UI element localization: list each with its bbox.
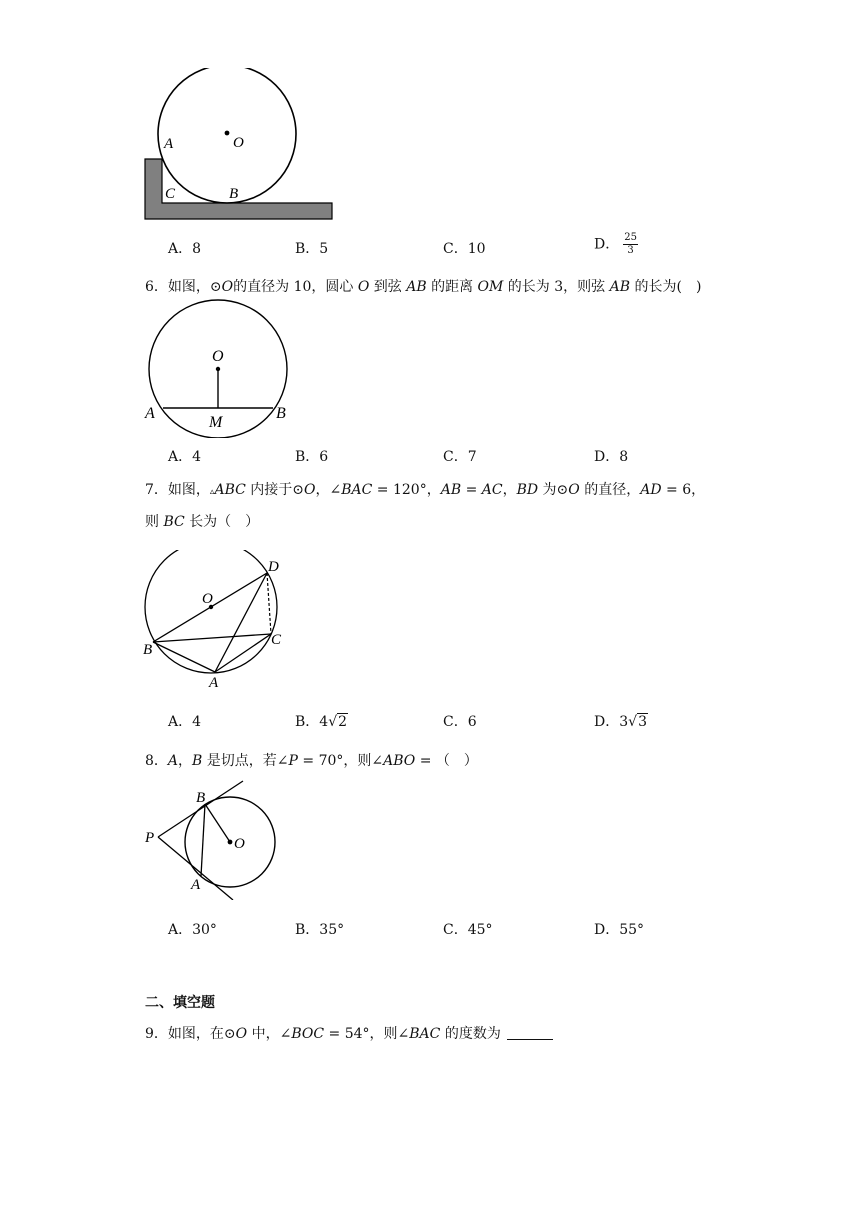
q5-label-C: C [165, 186, 176, 202]
q7-option-a[interactable]: A．4 [168, 714, 202, 730]
q7-segment-AC [215, 634, 271, 672]
q8-stem [145, 750, 478, 770]
q5-option-d-fraction [623, 232, 638, 257]
q7-text: 内接于⊙ [245, 482, 305, 498]
q8-var: ABO [383, 753, 416, 769]
q9-text: 的度数为 [440, 1026, 501, 1042]
q8-figure [140, 775, 290, 900]
q8-text: 8． [145, 753, 168, 769]
q6-label-O: O [212, 348, 224, 365]
q5-label-A: A [164, 136, 174, 152]
q8-var: P [288, 753, 298, 769]
q9-stem [145, 1023, 553, 1043]
q7-option-d-sqrt: √3 [628, 714, 647, 730]
q8-option-b[interactable]: B．35° [295, 922, 345, 938]
q7-label-B: B [143, 642, 153, 658]
q7-text: ，∠ [315, 482, 342, 498]
q8-label-B: B [196, 790, 206, 806]
q7-option-d-radicand: 3 [638, 714, 647, 730]
q9-var: BOC [291, 1026, 325, 1042]
q6-option-c[interactable]: C．7 [443, 449, 477, 465]
q7-stem-line2 [145, 511, 259, 531]
q9-var: O [235, 1026, 248, 1042]
q6-text: 到弦 [369, 279, 407, 295]
q7-option-d-coefficient: 3 [619, 714, 629, 730]
q7-text: = 120°， [372, 482, 441, 498]
q7-label-D: D [268, 559, 279, 575]
q6-text: 6．如图，⊙ [145, 279, 222, 295]
q8-option-c[interactable]: C．45° [443, 922, 493, 938]
q7-segment-BC [153, 634, 271, 642]
q8-label-A: A [191, 877, 201, 893]
q8-label-O: O [234, 836, 245, 852]
q7-var: AB [440, 482, 462, 498]
q5-label-B: B [229, 186, 239, 202]
q7-option-d[interactable] [594, 711, 648, 731]
q9-text: = 54°，则∠ [324, 1026, 410, 1042]
q7-segment-AD [215, 573, 267, 672]
q7-option-c[interactable]: C．6 [443, 714, 477, 730]
q6-var: O [357, 279, 370, 295]
q7-option-b-sqrt: √2 [328, 714, 348, 730]
q7-triangle-symbol: ▵ [209, 487, 215, 497]
q7-option-b-radicand: 2 [338, 714, 348, 730]
q6-label-M: M [209, 414, 223, 431]
q7-var: O [568, 482, 580, 498]
q7-label-O: O [202, 591, 213, 607]
q7-text: 则 [145, 514, 164, 530]
q8-var: A [167, 753, 179, 769]
q7-var: O [304, 482, 316, 498]
q6-var: AB [406, 279, 427, 295]
q7-text: 的直径， [579, 482, 641, 498]
q7-circle [145, 550, 277, 673]
q7-dashed-DC [267, 573, 271, 634]
q5-option-d[interactable] [594, 232, 638, 257]
q5-option-d-denominator: 3 [627, 245, 634, 256]
q8-center-dot [228, 840, 233, 845]
q7-label-A: A [209, 675, 219, 691]
q7-text: = [461, 482, 482, 498]
q5-option-b[interactable]: B．5 [295, 241, 329, 257]
q8-text: 是切点，若∠ [202, 753, 289, 769]
q7-figure [138, 550, 290, 692]
q8-text: = （ ） [415, 753, 478, 769]
q9-text: 9．如图，在⊙ [145, 1026, 236, 1042]
q6-text: 的距离 [426, 279, 478, 295]
q7-text: 长为（ ） [184, 514, 260, 530]
q6-option-b[interactable]: B．6 [295, 449, 329, 465]
q7-stem-line1 [145, 479, 705, 499]
q8-label-P: P [145, 830, 155, 846]
q7-label-C: C [271, 632, 282, 648]
q7-var: ABC [214, 482, 246, 498]
q6-center-dot [216, 367, 220, 371]
q7-var: BD [516, 482, 539, 498]
q8-text: ， [178, 753, 193, 769]
q6-option-a[interactable]: A．4 [168, 449, 202, 465]
q6-option-d[interactable]: D．8 [594, 449, 629, 465]
q7-text: 为⊙ [538, 482, 569, 498]
q7-text: 7．如图， [145, 482, 210, 498]
q5-figure [140, 68, 340, 228]
q8-option-a[interactable]: A．30° [168, 922, 217, 938]
q6-stem [145, 276, 701, 296]
q8-text: = 70°，则∠ [297, 753, 384, 769]
q5-label-O: O [233, 135, 244, 151]
q7-option-b-prefix: B． [295, 714, 320, 730]
q7-option-b-coefficient: 4 [319, 714, 329, 730]
q6-var: O [221, 279, 234, 295]
q7-var: AC [481, 482, 503, 498]
q6-var: OM [477, 279, 504, 295]
q5-option-d-prefix: D． [594, 236, 620, 253]
q6-figure [140, 296, 300, 438]
q7-option-b[interactable] [295, 711, 348, 731]
q7-option-d-prefix: D． [594, 714, 620, 730]
q6-var: AB [609, 279, 631, 295]
section-title-fill-in: 二、填空题 [145, 995, 215, 1011]
q5-option-a[interactable]: A．8 [168, 241, 202, 257]
q6-text: 的长为 3，则弦 [503, 279, 610, 295]
q5-option-d-numerator: 25 [624, 232, 637, 243]
q9-var: BAC [409, 1026, 441, 1042]
q7-text: = 6， [661, 482, 706, 498]
q7-var: AD [640, 482, 662, 498]
q6-label-A: A [145, 405, 155, 422]
q9-answer-blank[interactable] [507, 1027, 553, 1040]
q8-var: B [192, 753, 203, 769]
q8-option-d[interactable]: D．55° [594, 922, 645, 938]
q5-option-c[interactable]: C．10 [443, 241, 486, 257]
q6-text: 的直径为 10，圆心 [233, 279, 358, 295]
q9-text: 中，∠ [247, 1026, 292, 1042]
q6-label-B: B [276, 405, 286, 422]
q5-circle [158, 68, 296, 203]
q6-text: 的长为( ) [630, 279, 702, 295]
q8-radius-BO [205, 804, 230, 842]
q7-text: ， [502, 482, 517, 498]
q8-chord-AB [201, 804, 205, 876]
q7-var: BC [163, 514, 185, 530]
q7-var: BAC [341, 482, 373, 498]
q5-center-dot [225, 131, 230, 136]
